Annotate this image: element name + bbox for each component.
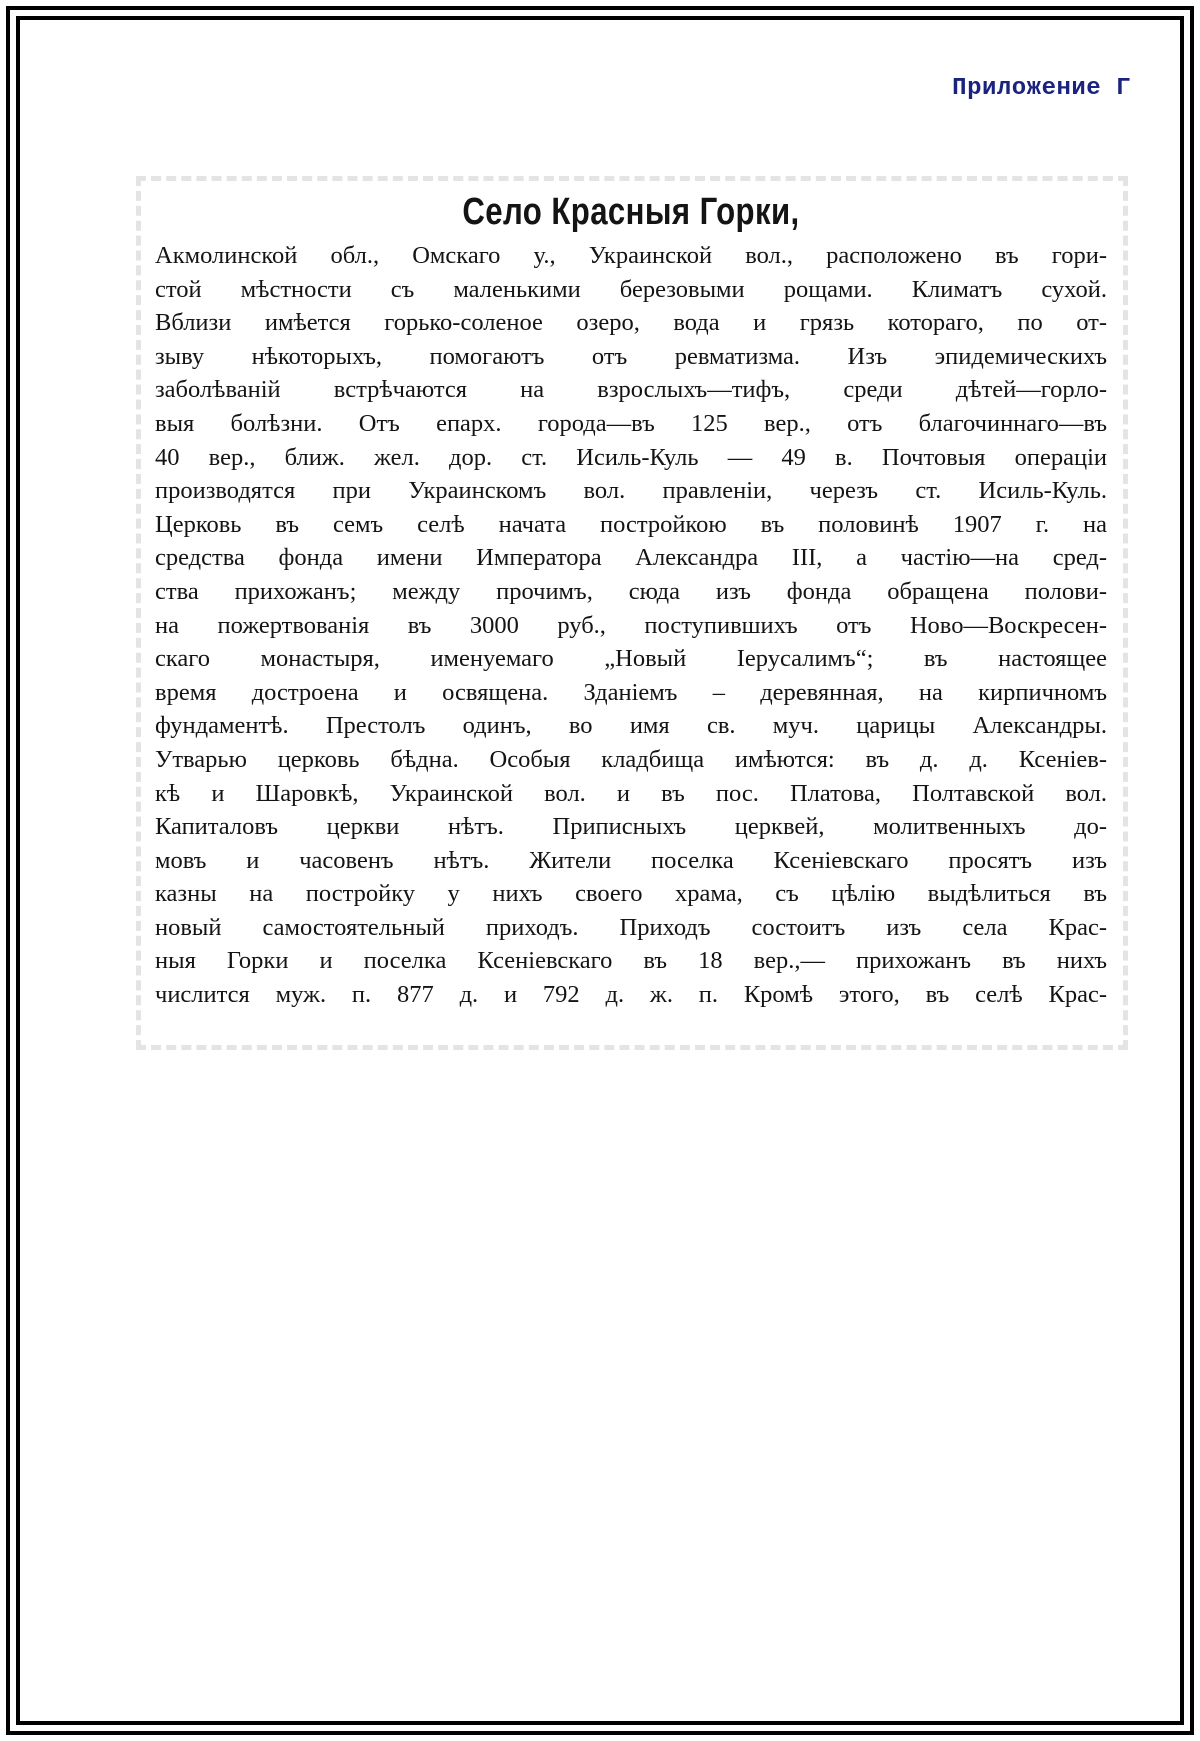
text-line: ныя Горки и поселка Ксеніевскаго въ 18 вер.,— прихожанъ въ нихъ bbox=[155, 947, 1107, 975]
text-line: средства фонда имени Императора Александра III, а частію—на сред- bbox=[155, 544, 1107, 572]
text-line: ства прихожанъ; между прочимъ, сюда изъ фонда обращена полови- bbox=[155, 577, 1107, 605]
text-line: 40 вер., ближ. жел. дор. ст. Исиль-Куль — 49 в. Почтовыя операціи bbox=[155, 443, 1107, 471]
text-line: производятся при Украинскомъ вол. правленіи, черезъ ст. Исиль-Куль. bbox=[155, 477, 1107, 505]
text-line: заболѣваній встрѣчаются на взрослыхъ—тифъ, среди дѣтей—горло- bbox=[155, 376, 1107, 404]
clipping-title: Село Красныя Горки, bbox=[462, 191, 800, 233]
text-line: Акмолинской обл., Омскаго у., Украинской вол., расположено въ гори- bbox=[155, 242, 1107, 269]
text-line: Утварью церковь бѣдна. Особыя кладбища имѣются: въ д. д. Ксеніев- bbox=[155, 745, 1107, 773]
text-line: кѣ и Шаровкѣ, Украинской вол. и въ пос. Платова, Полтавской вол. bbox=[155, 779, 1107, 807]
text-line: стой мѣстности съ маленькими березовыми рощами. Климатъ сухой. bbox=[155, 275, 1107, 303]
text-line: числится муж. п. 877 д. и 792 д. ж. п. Кромѣ этого, въ селѣ Крас- bbox=[155, 981, 1107, 1009]
text-line: казны на постройку у нихъ своего храма, съ цѣлію выдѣлиться въ bbox=[155, 880, 1107, 908]
appendix-label: Приложение Г bbox=[952, 75, 1131, 102]
text-line: Капиталовъ церкви нѣтъ. Приписныхъ церквей, молитвенныхъ до- bbox=[155, 813, 1107, 841]
text-line: зыву нѣкоторыхъ, помогаютъ отъ ревматизма. Изъ эпидемическихъ bbox=[155, 342, 1107, 370]
text-line: время достроена и освящена. Зданіемъ – деревянная, на кирпичномъ bbox=[155, 678, 1107, 706]
text-line: фундаментѣ. Престолъ одинъ, во имя св. муч. царицы Александры. bbox=[155, 712, 1107, 740]
text-line: Церковь въ семъ селѣ начата постройкою въ половинѣ 1907 г. на bbox=[155, 510, 1107, 538]
text-line: мовъ и часовенъ нѣтъ. Жители поселка Ксеніевскаго просятъ изъ bbox=[155, 846, 1107, 874]
text-line: Вблизи имѣется горько-соленое озеро, вода и грязь котораго, по от- bbox=[155, 309, 1107, 337]
text-line: новый самостоятельный приходъ. Приходъ состоитъ изъ села Крас- bbox=[155, 913, 1107, 941]
text-line: выя болѣзни. Отъ епарх. города—въ 125 вер., отъ благочиннаго—въ bbox=[155, 409, 1107, 437]
text-line: скаго монастыря, именуемаго „Новый Іерусалимъ“; въ настоящее bbox=[155, 645, 1107, 673]
newspaper-clipping bbox=[136, 176, 1128, 1050]
clipping-body bbox=[155, 239, 1107, 1012]
text-line: на пожертвованія въ 3000 руб., поступившихъ отъ Ново—Воскресен- bbox=[155, 611, 1107, 639]
